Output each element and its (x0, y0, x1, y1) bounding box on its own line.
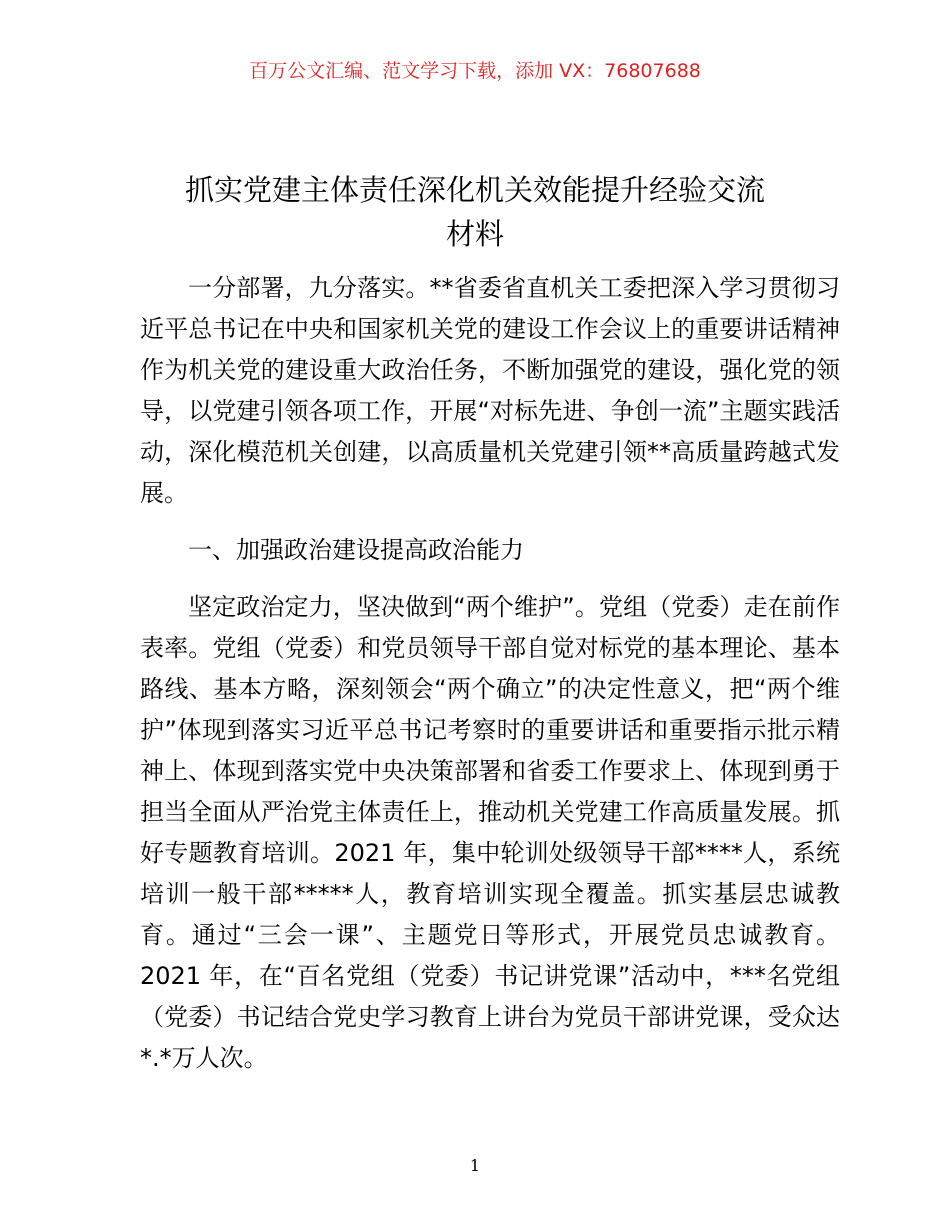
header-watermark-note: 百万公文汇编、范文学习下载，添加 VX：76807688 (249, 60, 701, 82)
title-line-1: 抓实党建主体责任深化机关效能提升经验交流 (184, 173, 765, 207)
paragraph-intro: 一分部署，九分落实。**省委省直机关工委把深入学习贯彻习近平总书记在中央和国家机关党的建设工作会议上的重要讲话精神作为机关党的建设重大政治任务，不断加强党的建设，强化党的领导，以党建引领各项工作，开展“对标先进、争创一流”主题实践活动，深化模范机关创建，以高质量机关党建引领**高质量跨越式发展。 (140, 274, 840, 507)
page-number: 1 (469, 1156, 481, 1175)
title-line-2: 材料 (445, 217, 504, 251)
document-body (140, 268, 840, 1095)
section-heading: 一、加强政治建设提高政治能力 (188, 536, 524, 564)
paragraph-section-1: 坚定政治定力，坚决做到“两个维护”。党组（党委）走在前作表率。党组（党委）和党员领导干部自觉对标党的基本理论、基本路线、基本方略，深刻领会“两个确立”的决定性意义，把“两个维护”体现到落实习近平总书记考察时的重要讲话和重要指示批示精神上、体现到落实党中央决策部署和省委工作要求上、体现到勇于担当全面从严治党主体责任上，推动机关党建工作高质量发展。抓好专题教育培训。2021 年，集中轮训处级领导干部****人，系统培训一般干部*****人，教育培训实现全覆盖。抓实基层忠诚教育。通过“三会一课”、主题党日等形式，开展党员忠诚教育。2021 年，在“百名党组（党委）书记讲党课”活动中，***名党组（党委）书记结合党史学习教育上讲台为党员干部讲党课，受众达*.*万人次。 (140, 593, 840, 1072)
document-title (120, 168, 830, 256)
